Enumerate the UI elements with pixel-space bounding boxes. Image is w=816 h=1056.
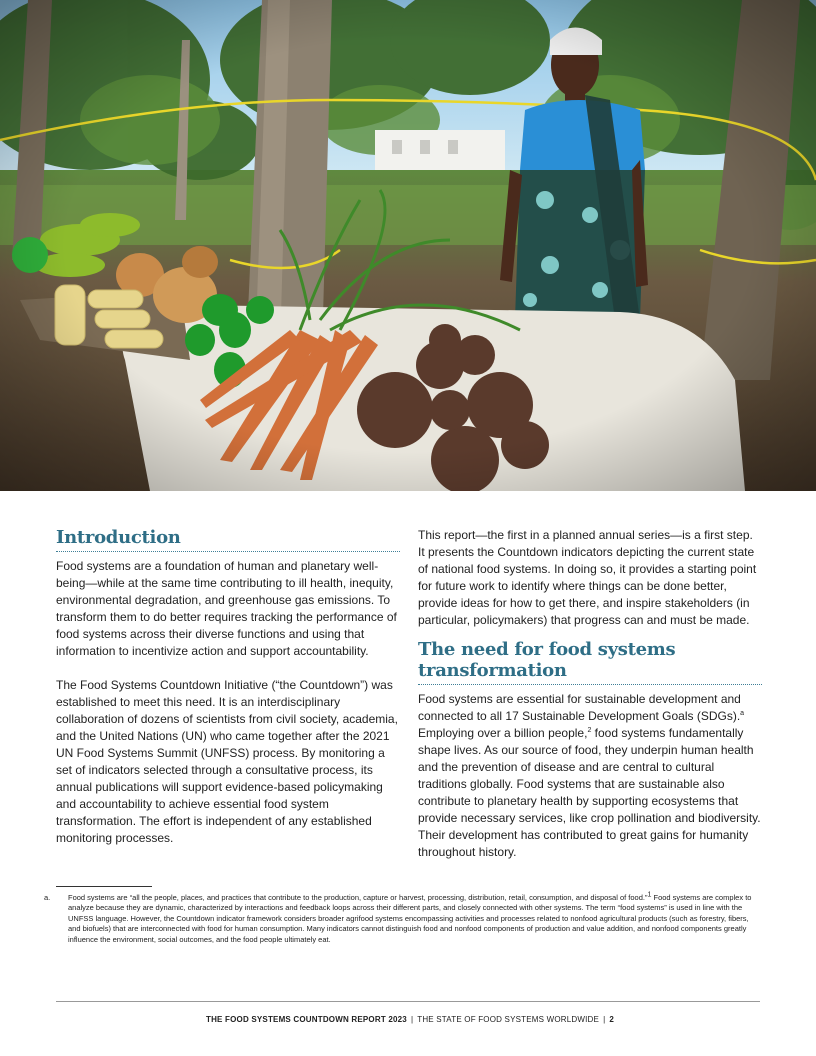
left-column <box>56 527 400 847</box>
page-number: 2 <box>609 1015 614 1024</box>
footer-section-title: THE STATE OF FOOD SYSTEMS WORLDWIDE <box>417 1015 600 1024</box>
footnote-divider <box>56 886 152 887</box>
page-footer <box>206 1015 614 1024</box>
produce-stall-illustration <box>0 0 816 491</box>
transformation-heading: The need for food systems transformation <box>418 639 762 685</box>
transformation-text-b: Employing over a billion people, <box>418 726 588 740</box>
transformation-paragraph <box>418 691 762 861</box>
footnote-citation-ref[interactable]: 1 <box>647 891 652 899</box>
footer-separator: | <box>410 1015 414 1024</box>
footnote-label: a. <box>44 893 51 902</box>
footer-separator-2: | <box>603 1015 606 1024</box>
transformation-text-c: food systems fundamentally shape lives. As our source of food, they underpin human health and the prevention of disease and are central to cultural traditions globally. Food systems that are sustainable also contribute to planetary health by supporting ecosystems that provide necessary services, like crop pollination and biodiversity. Their development has contributed to great gains for humanity throughout history. <box>418 726 761 859</box>
citation-ref-2[interactable]: 2 <box>587 727 592 734</box>
right-column <box>418 527 762 861</box>
transformation-text-a: Food systems are essential for sustainable development and connected to all 17 Sustainable Development Goals (SDGs). <box>418 692 741 723</box>
footnote-ref-a[interactable]: a <box>740 710 745 717</box>
report-intro-paragraph: This report—the first in a planned annual series—is a first step. It presents the Countdown indicators depicting the current state of national food systems. In doing so, it provides a starting point for future work to identify where things can be done better, provide ideas for how to get there, and inspire stakeholders (in particular, policymakers) that progress can and must be made. <box>418 528 757 627</box>
footer-divider <box>56 1001 760 1002</box>
footnote-text-a: Food systems are “all the people, places, and practices that contribute to the production, capture or harvest, processing, distribution, retail, consumption, and disposal of food.” <box>68 893 648 902</box>
intro-paragraph-2: The Food Systems Countdown Initiative (“the Countdown”) was established to meet this need. It is an interdisciplinary collaboration of dozens of scientists from civil society, academia, and the United Nations (UN) who came together after the 2021 UN Food Systems Summit (UNFSS) process. By monitoring a set of indicators selected through a consultative process, its annual publications will support evidence-based policymaking and accountability to achieve essential food system transformation. The effort is independent of any established monitoring processes. <box>56 678 398 845</box>
footnote-text-b: Food systems are complex to analyze because they are dynamic, characterized by interactions and feedback loops across their different parts, and closely connected with other systems. The term “food systems” is used in line with the UNFSS language. However, the Countdown indicator framework considers broader agrifood systems encompassing activities and processes related to nonfood agricultural products (such as forestry, fibers, and biofuels) that are interconnected with food for human consumption. Many indicators cannot distinguish food and nonfood components of production and value addition, and nonfood components greatly influence the environment, social outcomes, and the food people ultimately eat. <box>68 893 752 944</box>
footnote-a <box>44 891 760 945</box>
footer-report-title: THE FOOD SYSTEMS COUNTDOWN REPORT 2023 <box>205 1015 407 1024</box>
intro-paragraph-1: Food systems are a foundation of human and planetary well-being—while at the same time contributing to ill health, inequity, environmental degradation, and greenhouse gas emissions. To transform them to do better requires tracking the performance of food systems across their diverse functions and using that information to incentivize action and support accountability. <box>56 559 397 658</box>
hero-photo <box>0 0 816 491</box>
introduction-heading: Introduction <box>56 527 400 552</box>
